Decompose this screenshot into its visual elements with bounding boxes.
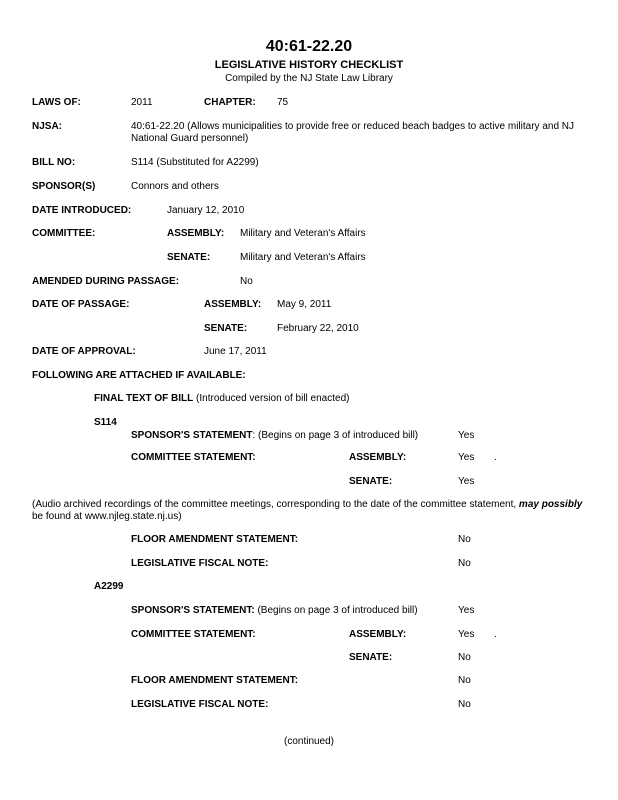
passage-assembly-label: ASSEMBLY:: [204, 299, 262, 310]
document-citation: 40:61-22.20: [265, 38, 353, 55]
njsa-label: NJSA:: [32, 121, 63, 132]
final-text-label: FINAL TEXT OF BILL: [94, 393, 194, 404]
s114-assembly-value: Yes: [458, 452, 475, 463]
committee-senate-value: Military and Veteran's Affairs: [240, 252, 366, 263]
s114-sponsor-line: [131, 430, 418, 441]
a2299-sponsor-note: (Begins on page 3 of introduced bill): [254, 605, 418, 616]
a2299-assembly-value: Yes: [458, 629, 475, 640]
njsa-value-line1: 40:61-22.20 (Allows municipalities to provide free or reduced beach badges to active military and NJ: [131, 121, 575, 132]
a2299-committee-label: COMMITTEE STATEMENT:: [131, 629, 256, 640]
sponsors-value: Connors and others: [131, 181, 219, 192]
amended-label: AMENDED DURING PASSAGE:: [32, 276, 180, 287]
audio-note-emphasis: may possibly: [518, 499, 583, 510]
a2299-sponsor-line: [131, 605, 418, 616]
a2299-senate-label: SENATE:: [349, 652, 393, 663]
date-introduced-value: January 12, 2010: [167, 205, 245, 216]
s114-sponsor-note: : (Begins on page 3 of introduced bill): [252, 430, 419, 441]
sponsors-label: SPONSOR(S): [32, 181, 96, 192]
s114-committee-label: COMMITTEE STATEMENT:: [131, 452, 256, 463]
s114-assembly-label: ASSEMBLY:: [349, 452, 407, 463]
chapter-label: CHAPTER:: [204, 97, 256, 108]
audio-note: [32, 499, 607, 523]
passage-assembly-value: May 9, 2011: [277, 299, 332, 310]
a2299-floor-value: No: [458, 675, 471, 686]
date-of-approval-label: DATE OF APPROVAL:: [32, 346, 136, 357]
passage-senate-value: February 22, 2010: [277, 323, 359, 334]
s114-fiscal-label: LEGISLATIVE FISCAL NOTE:: [131, 558, 269, 569]
amended-value: No: [240, 276, 253, 287]
a2299-floor-label: FLOOR AMENDMENT STATEMENT:: [131, 675, 299, 686]
s114-floor-label: FLOOR AMENDMENT STATEMENT:: [131, 534, 299, 545]
continued-footer: (continued): [283, 736, 335, 747]
date-of-approval-value: June 17, 2011: [204, 346, 267, 357]
s114-senate-value: Yes: [458, 476, 475, 487]
a2299-senate-value: No: [458, 652, 471, 663]
a2299-sponsor-value: Yes: [458, 605, 475, 616]
laws-of-label: LAWS OF:: [32, 97, 81, 108]
audio-note-url-text: be found at www.njleg.state.nj.us): [32, 511, 182, 522]
committee-label: COMMITTEE:: [32, 228, 96, 239]
date-introduced-label: DATE INTRODUCED:: [32, 205, 132, 216]
document-title: LEGISLATIVE HISTORY CHECKLIST: [214, 59, 404, 71]
s114-assembly-suffix: .: [494, 452, 497, 463]
a2299-assembly-label: ASSEMBLY:: [349, 629, 407, 640]
committee-senate-label: SENATE:: [167, 252, 211, 263]
audio-note-text: (Audio archived recordings of the committee meetings, corresponding to the date of the committee statement,: [32, 499, 519, 510]
s114-sponsor-value: Yes: [458, 430, 475, 441]
a2299-fiscal-label: LEGISLATIVE FISCAL NOTE:: [131, 699, 269, 710]
laws-of-value: 2011: [131, 97, 153, 108]
a2299-fiscal-value: No: [458, 699, 471, 710]
njsa-value-line2: National Guard personnel): [131, 133, 249, 144]
bill-no-label: BILL NO:: [32, 157, 76, 168]
s114-fiscal-value: No: [458, 558, 471, 569]
a2299-sponsor-label: SPONSOR'S STATEMENT:: [131, 605, 255, 616]
committee-assembly-label: ASSEMBLY:: [167, 228, 225, 239]
bill-no-value: S114 (Substituted for A2299): [131, 157, 259, 168]
s114-floor-value: No: [458, 534, 471, 545]
committee-assembly-value: Military and Veteran's Affairs: [240, 228, 366, 239]
final-text-note: (Introduced version of bill enacted): [193, 393, 350, 404]
s114-senate-label: SENATE:: [349, 476, 393, 487]
passage-senate-label: SENATE:: [204, 323, 248, 334]
compiled-by: Compiled by the NJ State Law Library: [225, 73, 393, 84]
chapter-value: 75: [277, 97, 289, 108]
date-of-passage-label: DATE OF PASSAGE:: [32, 299, 130, 310]
a2299-heading: A2299: [94, 581, 124, 592]
a2299-assembly-suffix: .: [494, 629, 497, 640]
final-text-line: [94, 393, 349, 404]
s114-heading: S114: [94, 417, 117, 428]
attached-heading: FOLLOWING ARE ATTACHED IF AVAILABLE:: [32, 370, 246, 381]
s114-sponsor-label: SPONSOR'S STATEMENT: [131, 430, 253, 441]
